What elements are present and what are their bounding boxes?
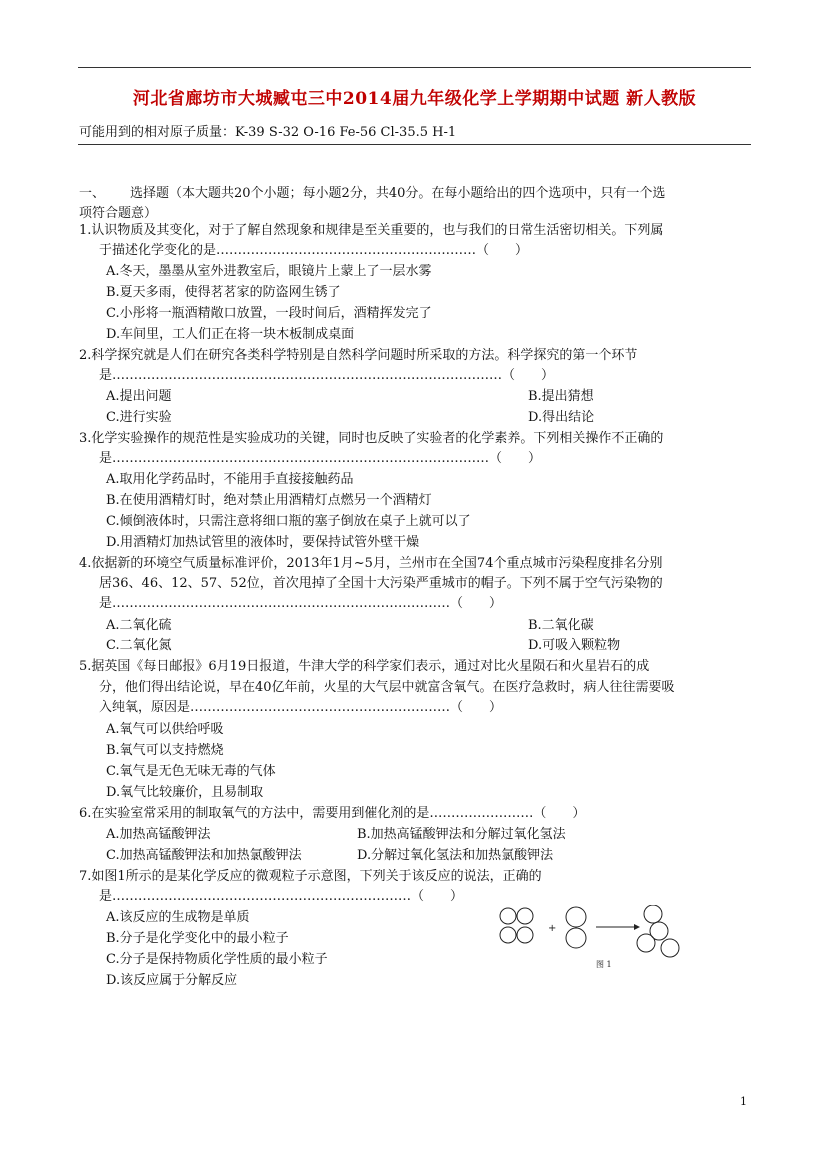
reactant-atom bbox=[500, 927, 516, 943]
option-d: D.车间里，工人们正在将一块木板制成桌面 bbox=[106, 327, 355, 342]
option-c: C.分子是保持物质化学性质的最小粒子 bbox=[106, 952, 328, 967]
option-c: C.氧气是无色无味无毒的气体 bbox=[106, 764, 276, 779]
question-stem: 7.如图1所示的是某化学反应的微观粒子示意图，下列关于该反应的说法，正确的 bbox=[79, 869, 542, 884]
option-b: B.提出猜想 bbox=[528, 389, 594, 404]
product-atom bbox=[644, 905, 662, 923]
option-b: B.二氧化碳 bbox=[528, 618, 594, 633]
option-c: C.倾倒液体时，只需注意将细口瓶的塞子倒放在桌子上就可以了 bbox=[106, 514, 471, 529]
arrow-head bbox=[634, 924, 640, 930]
page-number: 1 bbox=[740, 1095, 747, 1108]
question-stem: 分，他们得出结论说，早在40亿年前，火星的大气层中就富含氧气。在医疗急救时，病人往往需要吸 bbox=[99, 680, 675, 695]
option-c: C.进行实验 bbox=[106, 410, 172, 425]
reactant-atom bbox=[517, 927, 533, 943]
option-d: D.得出结论 bbox=[528, 410, 595, 425]
option-c: C.小彤将一瓶酒精敞口放置，一段时间后，酒精挥发完了 bbox=[106, 306, 432, 321]
option-a: A.冬天，墨墨从室外进教室后，眼镜片上蒙上了一层水雾 bbox=[106, 264, 432, 279]
option-b: B.夏天多雨，使得茗茗家的防盗网生锈了 bbox=[106, 285, 341, 300]
section-heading-line2: 项符合题意） bbox=[79, 206, 158, 221]
option-b: B.氧气可以支持燃烧 bbox=[106, 743, 224, 758]
option-a: A.该反应的生成物是单质 bbox=[106, 910, 250, 925]
option-a: A.加热高锰酸钾法 bbox=[106, 827, 211, 842]
product-atom bbox=[637, 934, 655, 952]
plus-sign: + bbox=[548, 923, 557, 934]
reactant-atom bbox=[517, 908, 533, 924]
question-stem: 6.在实验室常采用的制取氧气的方法中，需要用到催化剂的是……………………（ ） bbox=[79, 806, 586, 821]
option-a: A.取用化学药品时，不能用手直接接触药品 bbox=[106, 472, 354, 487]
header-rule bbox=[78, 144, 751, 145]
option-d: D.分解过氧化氢法和加热氯酸钾法 bbox=[357, 848, 554, 863]
question-stem: 2.科学探究就是人们在研究各类科学特别是自然科学问题时所采取的方法。科学探究的第一个环节 bbox=[79, 348, 638, 363]
atomic-mass-line: 可能用到的相对原子质量：K-39 S-32 O-16 Fe-56 Cl-35.5 H-1 bbox=[79, 125, 457, 140]
reactant-atom bbox=[566, 928, 586, 948]
figure-caption: 图 1 bbox=[596, 960, 612, 969]
option-d: D.该反应属于分解反应 bbox=[106, 973, 238, 988]
question-stem: 是……………………………………………………………（ ） bbox=[99, 889, 464, 904]
option-a: A.氧气可以供给呼吸 bbox=[106, 722, 224, 737]
product-atom bbox=[661, 939, 679, 957]
reactant-atom bbox=[500, 908, 516, 924]
question-stem: 是……………………………………………………………………（ ） bbox=[99, 596, 503, 611]
question-stem: 居36、46、12、57、52位，首次甩掉了全国十大污染严重城市的帽子。下列不属于空气污染物的 bbox=[99, 576, 663, 591]
section-number: 一、 bbox=[79, 186, 106, 201]
question-stem: 3.化学实验操作的规范性是实验成功的关键，同时也反映了实验者的化学素养。下列相关操作不正确的 bbox=[79, 431, 664, 446]
question-stem: 是………………………………………………………………………………（ ） bbox=[99, 368, 555, 383]
reactant-atom bbox=[566, 907, 586, 927]
option-d: D.用酒精灯加热试管里的液体时，要保持试管外壁干燥 bbox=[106, 535, 420, 550]
section-heading-line1: 选择题（本大题共20个小题；每小题2分，共40分。在每小题给出的四个选项中，只有一个选 bbox=[130, 186, 666, 201]
top-rule bbox=[78, 67, 751, 68]
question-stem: 入纯氧，原因是……………………………………………………（ ） bbox=[99, 700, 503, 715]
reaction-diagram bbox=[498, 905, 690, 975]
option-d: D.氧气比较廉价，且易制取 bbox=[106, 785, 264, 800]
option-a: A.提出问题 bbox=[106, 389, 172, 404]
question-stem: 5.据英国《每日邮报》6月19日报道，牛津大学的科学家们表示，通过对比火星陨石和火星岩石的成 bbox=[79, 659, 650, 674]
option-b: B.加热高锰酸钾法和分解过氧化氢法 bbox=[357, 827, 566, 842]
option-c: C.加热高锰酸钾法和加热氯酸钾法 bbox=[106, 848, 302, 863]
question-stem: 4.依据新的环境空气质量标准评价，2013年1月~5月，兰州市在全国74个重点城市污染程度排名分别 bbox=[79, 556, 663, 571]
page-title: 河北省廊坊市大城臧屯三中2014届九年级化学上学期期中试题 新人教版 bbox=[132, 89, 697, 109]
question-stem: 于描述化学变化的是……………………………………………………（ ） bbox=[99, 243, 529, 258]
option-c: C.二氧化氮 bbox=[106, 638, 172, 653]
option-b: B.分子是化学变化中的最小粒子 bbox=[106, 931, 289, 946]
question-stem: 1.认识物质及其变化，对于了解自然现象和规律是至关重要的，也与我们的日常生活密切相关。下列属 bbox=[79, 223, 664, 238]
question-stem: 是……………………………………………………………………………（ ） bbox=[99, 451, 542, 466]
option-d: D.可吸入颗粒物 bbox=[528, 638, 621, 653]
option-b: B.在使用酒精灯时，绝对禁止用酒精灯点燃另一个酒精灯 bbox=[106, 493, 432, 508]
option-a: A.二氧化硫 bbox=[106, 618, 172, 633]
